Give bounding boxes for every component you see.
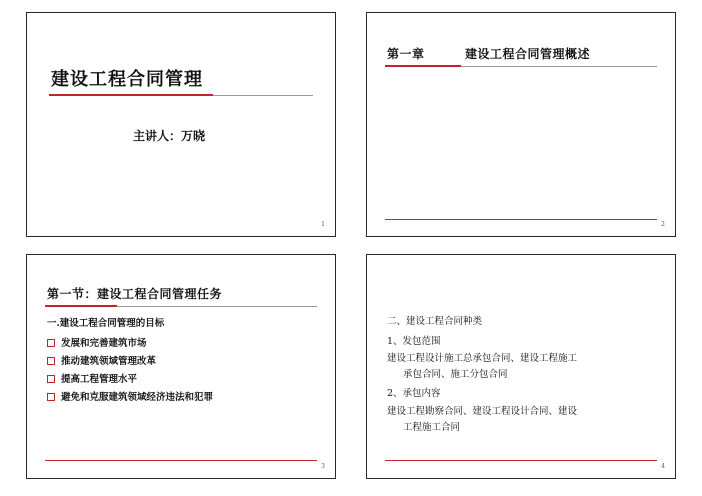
section-heading: 第一节：建设工程合同管理任务 [47, 287, 223, 301]
checkbox-square-icon [47, 357, 55, 365]
subheading: 一.建设工程合同管理的目标 [47, 318, 165, 329]
item-text: 承包合同、施工分包合同 [403, 369, 508, 380]
section-title: 二、建设工程合同种类 [387, 316, 483, 327]
item-title: 1、发包范围 [387, 336, 441, 347]
page-number: 1 [321, 221, 325, 228]
item-text: 建设工程设计施工总承包合同、建设工程施工 [387, 353, 578, 364]
header-underline-red [45, 305, 117, 307]
footer-line [45, 460, 317, 461]
slide-1 [26, 12, 336, 237]
item-text: 工程施工合同 [403, 422, 461, 433]
chapter-title: 建设工程合同管理概述 [465, 47, 591, 61]
slide-4 [366, 254, 676, 479]
footer-line [385, 219, 657, 220]
checkbox-square-icon [47, 393, 55, 401]
chapter-label: 第一章 [387, 47, 425, 61]
lecturer-label: 主讲人：万晓 [133, 129, 206, 143]
page-number: 3 [321, 463, 325, 470]
slide-2 [366, 12, 676, 237]
header-underline-red [385, 65, 461, 67]
item-title: 2、承包内容 [387, 388, 441, 399]
footer-line [385, 460, 657, 461]
title-underline-red [49, 94, 213, 96]
slide-3 [26, 254, 336, 479]
bullet-item: 推动建筑领域管理改革 [47, 353, 156, 367]
bullet-item: 发展和完善建筑市场 [47, 335, 147, 349]
bullet-item: 避免和克服建筑领域经济违法和犯罪 [47, 389, 213, 403]
page-number: 2 [661, 221, 665, 228]
slide-title: 建设工程合同管理 [51, 69, 203, 90]
page-number: 4 [661, 463, 665, 470]
checkbox-square-icon [47, 375, 55, 383]
checkbox-square-icon [47, 339, 55, 347]
bullet-item: 提高工程管理水平 [47, 371, 137, 385]
item-text: 建设工程勘察合同、建设工程设计合同、建设 [387, 406, 578, 417]
